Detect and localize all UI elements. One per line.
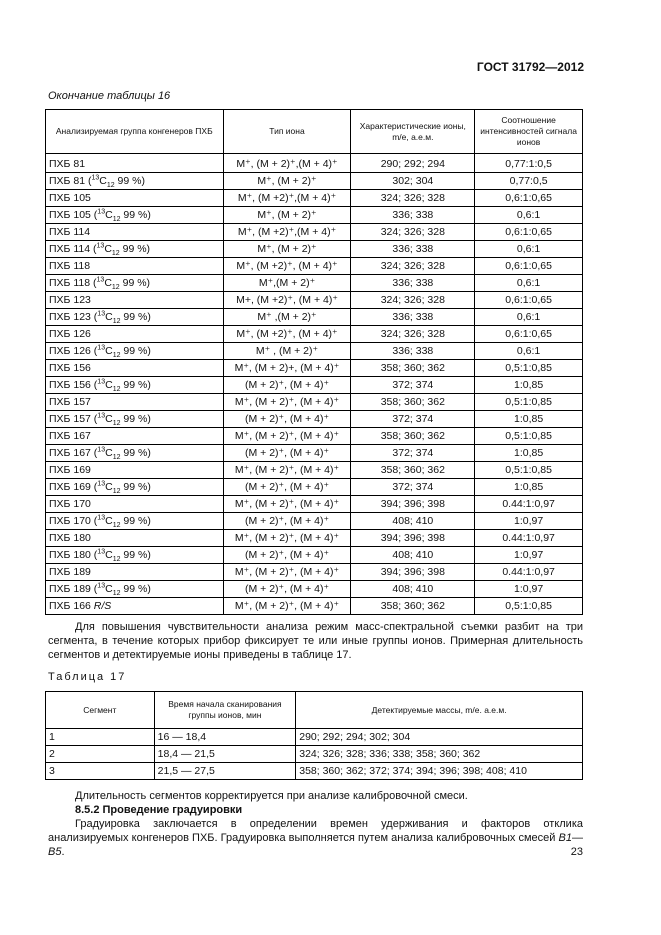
group-label: ПХБ 167 (: [49, 446, 98, 459]
ratio-cell: 0,6:1:0,65: [475, 258, 583, 275]
group-label: ПХБ 126: [49, 327, 91, 340]
masses-cell: 358; 360; 362: [351, 360, 475, 377]
masses-cell: 358; 360; 362: [351, 462, 475, 479]
group-label: ПХБ 123: [49, 293, 91, 306]
header-masses: Характеристические ионы, m/e, а.е.м.: [351, 110, 475, 154]
group-cell: [46, 309, 224, 326]
carbon-subscript: 12: [111, 283, 120, 291]
carbon-symbol: C: [105, 548, 113, 561]
carbon-symbol: C: [105, 378, 113, 391]
masses-cell: 302; 304: [351, 173, 475, 190]
carbon-symbol: C: [99, 174, 107, 187]
masses-cell: 324; 326; 328: [351, 326, 475, 343]
table-row: [46, 496, 583, 513]
ion-type-cell: (M + 2)⁺, (M + 4)⁺: [223, 411, 351, 428]
purity-label: 99 %): [120, 310, 151, 323]
table-row: [46, 428, 583, 445]
group-label: ПХБ 105: [49, 191, 91, 204]
masses-cell: 372; 374: [351, 411, 475, 428]
table-row: [46, 173, 583, 190]
ratio-cell: 0.44:1:0,97: [475, 564, 583, 581]
ion-type-cell: M⁺, (M + 2)⁺, (M + 4)⁺: [223, 394, 351, 411]
table-16: [45, 109, 583, 615]
ratio-cell: 0,6:1:0,65: [475, 190, 583, 207]
ion-type-cell: M⁺, (M + 2)⁺,(M + 4)⁺: [223, 154, 351, 173]
masses-cell: 372; 374: [351, 479, 475, 496]
calibration-end: .: [61, 846, 65, 858]
ratio-cell: 0,6:1: [475, 241, 583, 258]
table-row: [46, 479, 583, 496]
ion-type-cell: M⁺, (M + 2)⁺: [223, 241, 351, 258]
group-cell: [46, 462, 224, 479]
ratio-cell: 1:0,97: [475, 581, 583, 598]
group-label: ПХБ 126 (: [49, 344, 98, 357]
ratio-cell: 0.44:1:0,97: [475, 496, 583, 513]
group-cell: [46, 496, 224, 513]
carbon-subscript: 12: [112, 351, 121, 359]
group-label: ПХБ 169: [49, 463, 91, 476]
masses-cell: 358; 360; 362: [351, 394, 475, 411]
isotope-superscript: 13: [97, 446, 106, 453]
segment-cell: 2: [46, 746, 155, 763]
group-label: ПХБ 180 (: [49, 548, 98, 561]
masses-cell: 324; 326; 328: [351, 258, 475, 275]
detected-masses-cell: 290; 292; 294; 302; 304: [296, 729, 583, 746]
carbon-symbol: C: [105, 514, 113, 527]
carbon-subscript: 12: [112, 419, 121, 427]
ion-type-cell: M⁺,(M + 2)⁺: [223, 275, 351, 292]
group-label: ПХБ 189: [49, 565, 91, 578]
group-cell: [46, 530, 224, 547]
masses-cell: 408; 410: [351, 547, 475, 564]
group-cell: [46, 275, 224, 292]
table-row: [46, 513, 583, 530]
carbon-symbol: C: [105, 412, 113, 425]
carbon-symbol: C: [104, 242, 112, 255]
ratio-cell: 0,6:1: [475, 207, 583, 224]
isotope-superscript: 13: [97, 480, 106, 487]
isotope-superscript: 13: [97, 344, 106, 351]
ratio-cell: 0,5:1:0,85: [475, 598, 583, 615]
group-cell: [46, 445, 224, 462]
ion-type-cell: M⁺, (M + 2)⁺, (M + 4)⁺: [223, 598, 351, 615]
purity-label: 99 %): [120, 480, 151, 493]
carbon-subscript: 12: [112, 215, 121, 223]
purity-label: 99 %): [120, 582, 151, 595]
document-header: ГОСТ 31792—2012: [476, 60, 584, 74]
group-label: ПХБ 156 (: [49, 378, 98, 391]
table16-header-row: [46, 110, 583, 154]
ion-type-cell: M⁺, (M + 2)⁺, (M + 4)⁺: [223, 496, 351, 513]
masses-cell: 324; 326; 328: [351, 224, 475, 241]
rs-label: R/S: [93, 599, 112, 612]
purity-label: 99 %): [120, 344, 151, 357]
mix-b1: B1: [558, 832, 572, 844]
time-cell: 16 — 18,4: [154, 729, 296, 746]
table-row: [46, 530, 583, 547]
mix-dash: —: [572, 832, 583, 844]
segment-cell: 1: [46, 729, 155, 746]
isotope-superscript: 13: [97, 310, 106, 317]
group-cell: [46, 564, 224, 581]
carbon-subscript: 12: [112, 385, 121, 393]
masses-cell: 324; 326; 328: [351, 292, 475, 309]
isotope-superscript: 13: [97, 582, 106, 589]
purity-label: 99 %): [120, 378, 151, 391]
purity-label: 99 %): [120, 412, 151, 425]
group-cell: [46, 241, 224, 258]
group-label: ПХБ 169 (: [49, 480, 98, 493]
purity-label: 99 %): [120, 446, 151, 459]
group-label: ПХБ 157 (: [49, 412, 98, 425]
group-label: ПХБ 166: [49, 599, 94, 612]
group-label: ПХБ 170: [49, 497, 91, 510]
paragraph-duration: Длительность сегментов корректируется при анализе калибровочной смеси.: [75, 790, 468, 802]
ion-type-cell: M⁺ ,(M + 2)⁺: [223, 309, 351, 326]
purity-label: 99 %): [119, 242, 151, 255]
table-row: [46, 462, 583, 479]
table-row: [46, 224, 583, 241]
group-cell: [46, 173, 224, 190]
table-row: [46, 547, 583, 564]
ion-type-cell: M+, (M +2)⁺, (M + 4)⁺: [223, 292, 351, 309]
group-label: ПХБ 105 (: [49, 208, 98, 221]
table-row: [46, 241, 583, 258]
ratio-cell: 1:0,97: [475, 513, 583, 530]
ratio-cell: 1:0,97: [475, 547, 583, 564]
masses-cell: 290; 292; 294: [351, 154, 475, 173]
carbon-symbol: C: [105, 344, 113, 357]
group-cell: [46, 581, 224, 598]
mix-b5: B5: [48, 846, 62, 858]
group-cell: [46, 207, 224, 224]
group-cell: [46, 343, 224, 360]
table-row: [46, 360, 583, 377]
carbon-subscript: 12: [112, 487, 121, 495]
masses-cell: 358; 360; 362: [351, 598, 475, 615]
carbon-subscript: 12: [106, 181, 115, 189]
isotope-superscript: 13: [97, 514, 106, 521]
group-cell: [46, 598, 224, 615]
group-label: ПХБ 114 (: [49, 242, 97, 255]
masses-cell: 408; 410: [351, 513, 475, 530]
masses-cell: 358; 360; 362: [351, 428, 475, 445]
table-row: [46, 207, 583, 224]
calibration-text: Градуировка заключается в определении времен удерживания и факторов отклика анализируемых конгенеров ПХБ. Градуировка выполняется путем анализа калибровочных смесей: [48, 818, 583, 844]
detected-masses-cell: 324; 326; 328; 336; 338; 358; 360; 362: [296, 746, 583, 763]
ion-type-cell: (M + 2)⁺, (M + 4)⁺: [223, 513, 351, 530]
group-cell: [46, 360, 224, 377]
table-row: [46, 763, 583, 780]
header-ratio: Соотношение интенсивностей сигнала ионов: [475, 110, 583, 154]
group-cell: [46, 292, 224, 309]
table-row: [46, 258, 583, 275]
carbon-subscript: 12: [112, 317, 121, 325]
purity-label: 99 %): [120, 208, 151, 221]
ion-type-cell: M⁺, (M + 2)⁺, (M + 4)⁺: [223, 462, 351, 479]
masses-cell: 394; 396; 398: [351, 530, 475, 547]
table-row: [46, 411, 583, 428]
group-label: ПХБ 118 (: [49, 276, 97, 289]
isotope-superscript: 13: [97, 412, 106, 419]
header-group: Анализируемая группа конгенеров ПХБ: [46, 110, 224, 154]
isotope-superscript: 13: [97, 548, 106, 555]
carbon-subscript: 12: [112, 521, 121, 529]
ion-type-cell: (M + 2)⁺, (M + 4)⁺: [223, 547, 351, 564]
page-number: 23: [570, 846, 583, 858]
detected-masses-cell: 358; 360; 362; 372; 374; 394; 396; 398; 408; 410: [296, 763, 583, 780]
purity-label: 99 %): [114, 174, 145, 187]
group-label: ПХБ 180: [49, 531, 91, 544]
group-cell: [46, 258, 224, 275]
header-scan-time: Время начала сканирования группы ионов, мин: [154, 692, 296, 729]
ratio-cell: 0,6:1:0,65: [475, 292, 583, 309]
carbon-symbol: C: [105, 480, 113, 493]
ratio-cell: 0,6:1: [475, 343, 583, 360]
table-row: [46, 326, 583, 343]
ratio-cell: 0,5:1:0,85: [475, 394, 583, 411]
group-cell: [46, 326, 224, 343]
masses-cell: 372; 374: [351, 377, 475, 394]
carbon-subscript: 12: [112, 453, 121, 461]
section-heading: 8.5.2 Проведение градуировки: [75, 804, 243, 816]
ratio-cell: 0,6:1:0,65: [475, 224, 583, 241]
table-row: [46, 275, 583, 292]
group-label: ПХБ 189 (: [49, 582, 98, 595]
table-row: [46, 598, 583, 615]
ion-type-cell: M⁺, (M +2)⁺,(M + 4)⁺: [223, 224, 351, 241]
table-row: [46, 564, 583, 581]
table-row: [46, 746, 583, 763]
ratio-cell: 0,6:1: [475, 275, 583, 292]
carbon-symbol: C: [105, 582, 113, 595]
masses-cell: 408; 410: [351, 581, 475, 598]
ratio-cell: 0,5:1:0,85: [475, 428, 583, 445]
table17-header-row: [46, 692, 583, 729]
ion-type-cell: M⁺, (M + 2)+, (M + 4)⁺: [223, 360, 351, 377]
group-cell: [46, 394, 224, 411]
ion-type-cell: (M + 2)⁺, (M + 4)⁺: [223, 377, 351, 394]
group-label: ПХБ 123 (: [49, 310, 98, 323]
ratio-cell: 1:0,85: [475, 445, 583, 462]
time-cell: 21,5 — 27,5: [154, 763, 296, 780]
segment-cell: 3: [46, 763, 155, 780]
table-row: [46, 729, 583, 746]
ratio-cell: 0,6:1:0,65: [475, 326, 583, 343]
ion-type-cell: M⁺, (M +2)⁺,(M + 4)⁺: [223, 190, 351, 207]
ratio-cell: 1:0,85: [475, 479, 583, 496]
masses-cell: 324; 326; 328: [351, 190, 475, 207]
table-row: [46, 309, 583, 326]
masses-cell: 394; 396; 398: [351, 496, 475, 513]
table-row: [46, 394, 583, 411]
time-cell: 18,4 — 21,5: [154, 746, 296, 763]
group-label: ПХБ 156: [49, 361, 91, 374]
carbon-subscript: 12: [112, 589, 121, 597]
ion-type-cell: M⁺, (M + 2)⁺, (M + 4)⁺: [223, 530, 351, 547]
group-label: ПХБ 81 (: [49, 174, 92, 187]
carbon-symbol: C: [105, 310, 113, 323]
ratio-cell: 0,6:1: [475, 309, 583, 326]
ion-type-cell: M⁺, (M + 2)⁺, (M + 4)⁺: [223, 428, 351, 445]
paragraph-segments: Для повышения чувствительности анализа режим масс-спектральной съемки разбит на три сегмента, в течение которых прибор фиксирует те или иные группы ионов. Примерная длительность сегментов и детектируемые ионы приведены в таблице 17.: [48, 621, 583, 661]
header-segment: Сегмент: [46, 692, 155, 729]
ratio-cell: 1:0,85: [475, 411, 583, 428]
purity-label: 99 %): [120, 514, 151, 527]
isotope-superscript: 13: [97, 378, 106, 385]
header-detected-masses: Детектируемые массы, m/e. а.е.м.: [296, 692, 583, 729]
table-row: [46, 581, 583, 598]
isotope-superscript: 13: [96, 242, 105, 249]
masses-cell: 336; 338: [351, 275, 475, 292]
paragraph-calibration: [48, 817, 583, 859]
group-cell: [46, 224, 224, 241]
isotope-superscript: 13: [91, 174, 100, 181]
ion-type-cell: (M + 2)⁺, (M + 4)⁺: [223, 479, 351, 496]
group-label: ПХБ 170 (: [49, 514, 98, 527]
group-label: ПХБ 81: [49, 157, 86, 170]
table-row: [46, 154, 583, 173]
ion-type-cell: M⁺, (M +2)⁺, (M + 4)⁺: [223, 258, 351, 275]
group-cell: [46, 411, 224, 428]
ratio-cell: 0.44:1:0,97: [475, 530, 583, 547]
isotope-superscript: 13: [96, 276, 105, 283]
table-row: [46, 343, 583, 360]
group-cell: [46, 547, 224, 564]
masses-cell: 394; 396; 398: [351, 564, 475, 581]
ratio-cell: 0,5:1:0,85: [475, 360, 583, 377]
carbon-symbol: C: [104, 276, 112, 289]
group-label: ПХБ 167: [49, 429, 91, 442]
ion-type-cell: M⁺ , (M + 2)⁺: [223, 343, 351, 360]
table17-body: [46, 729, 583, 780]
ion-type-cell: M⁺, (M + 2)⁺, (M + 4)⁺: [223, 564, 351, 581]
ion-type-cell: (M + 2)⁺, (M + 4)⁺: [223, 581, 351, 598]
masses-cell: 336; 338: [351, 241, 475, 258]
ratio-cell: 1:0,85: [475, 377, 583, 394]
table-17: [45, 691, 583, 780]
group-label: ПХБ 114: [49, 225, 91, 238]
ion-type-cell: (M + 2)⁺, (M + 4)⁺: [223, 445, 351, 462]
masses-cell: 336; 338: [351, 309, 475, 326]
ratio-cell: 0,77:0,5: [475, 173, 583, 190]
table17-caption: Таблица 17: [48, 671, 127, 683]
group-cell: [46, 377, 224, 394]
carbon-subscript: 12: [111, 249, 120, 257]
header-ion-type: Тип иона: [223, 110, 351, 154]
group-label: ПХБ 157: [49, 395, 91, 408]
group-label: ПХБ 118: [49, 259, 91, 272]
table-row: [46, 292, 583, 309]
ion-type-cell: M⁺, (M + 2)⁺: [223, 173, 351, 190]
table-row: [46, 445, 583, 462]
isotope-superscript: 13: [97, 208, 106, 215]
carbon-symbol: C: [105, 208, 113, 221]
masses-cell: 336; 338: [351, 343, 475, 360]
ratio-cell: 0,5:1:0,85: [475, 462, 583, 479]
group-cell: [46, 479, 224, 496]
purity-label: 99 %): [120, 548, 151, 561]
purity-label: 99 %): [119, 276, 151, 289]
masses-cell: 336; 338: [351, 207, 475, 224]
table16-body: [46, 154, 583, 615]
group-cell: [46, 154, 224, 173]
table-row: [46, 190, 583, 207]
ion-type-cell: M⁺, (M + 2)⁺: [223, 207, 351, 224]
carbon-symbol: C: [105, 446, 113, 459]
ratio-cell: 0,77:1:0,5: [475, 154, 583, 173]
masses-cell: 372; 374: [351, 445, 475, 462]
group-cell: [46, 428, 224, 445]
ion-type-cell: M⁺, (M +2)⁺, (M + 4)⁺: [223, 326, 351, 343]
table16-caption: Окончание таблицы 16: [48, 90, 171, 102]
group-cell: [46, 190, 224, 207]
group-cell: [46, 513, 224, 530]
table-row: [46, 377, 583, 394]
carbon-subscript: 12: [112, 555, 121, 563]
